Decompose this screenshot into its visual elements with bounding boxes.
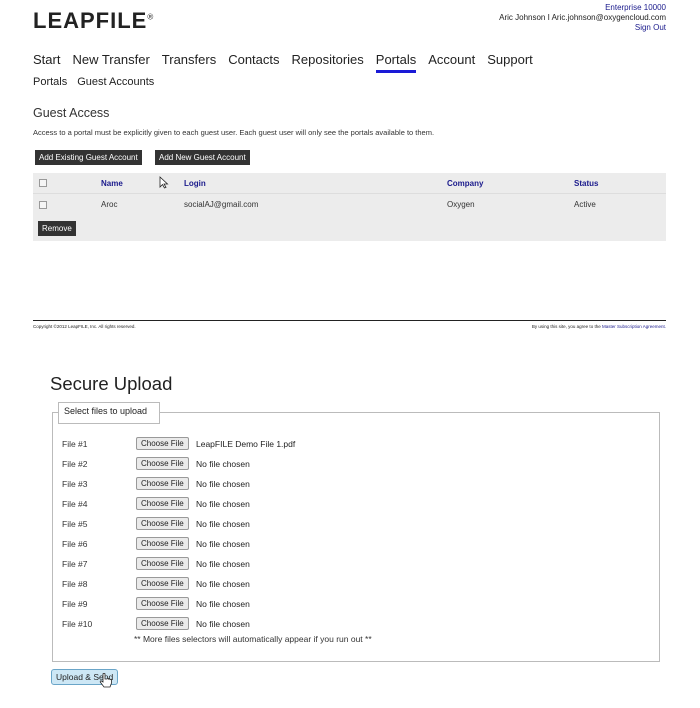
choose-file-button[interactable]: Choose File — [136, 577, 189, 590]
table-header — [33, 173, 666, 194]
row-name: Aroc — [101, 200, 118, 209]
file-status: No file chosen — [196, 559, 250, 569]
choose-file-button[interactable]: Choose File — [136, 477, 189, 490]
main-nav — [33, 52, 545, 67]
upload-send-button[interactable]: Upload & Send — [51, 669, 118, 685]
footer-divider — [33, 320, 666, 321]
guest-access-description: Access to a portal must be explicitly given to each guest user. Each guest user will only see the portals available to them. — [33, 128, 435, 137]
subnav-guest-accounts[interactable]: Guest Accounts — [77, 76, 155, 88]
file-label: File #2 — [62, 459, 88, 469]
nav-repositories[interactable]: Repositories — [291, 52, 364, 67]
choose-file-button[interactable]: Choose File — [136, 517, 189, 530]
select-all-checkbox[interactable] — [39, 179, 47, 187]
footer-copyright: Copyright ©2012 LeapFILE, Inc. All rights reserved. — [33, 324, 136, 329]
hand-pointer-icon — [99, 673, 113, 691]
row-checkbox[interactable] — [39, 201, 47, 209]
footer-terms-text: By using this site, you agree to the — [531, 324, 601, 329]
choose-file-button[interactable]: Choose File — [136, 617, 189, 630]
nav-start[interactable]: Start — [33, 52, 61, 67]
file-status: LeapFILE Demo File 1.pdf — [196, 439, 296, 449]
file-label: File #7 — [62, 559, 88, 569]
more-selectors-note: ** More files selectors will automatically appear if you run out ** — [134, 634, 372, 644]
choose-file-button[interactable]: Choose File — [136, 497, 189, 510]
nav-portals[interactable]: Portals — [375, 52, 417, 67]
header-company[interactable]: Company — [447, 179, 484, 188]
choose-file-button[interactable]: Choose File — [136, 457, 189, 470]
header-status[interactable]: Status — [574, 179, 599, 188]
file-status: No file chosen — [196, 459, 250, 469]
file-status: No file chosen — [196, 539, 250, 549]
remove-button[interactable]: Remove — [38, 221, 76, 236]
file-label: File #10 — [62, 619, 93, 629]
sign-out-link[interactable]: Sign Out — [634, 23, 666, 32]
file-status: No file chosen — [196, 519, 250, 529]
file-status: No file chosen — [196, 619, 250, 629]
nav-support[interactable]: Support — [487, 52, 533, 67]
nav-new-transfer[interactable]: New Transfer — [72, 52, 150, 67]
file-label: File #1 — [62, 439, 88, 449]
choose-file-button[interactable]: Choose File — [136, 557, 189, 570]
mouse-pointer-icon — [159, 176, 169, 189]
file-status: No file chosen — [196, 599, 250, 609]
file-status: No file chosen — [196, 499, 250, 509]
row-status: Active — [574, 200, 596, 209]
file-status: No file chosen — [196, 479, 250, 489]
add-existing-guest-button[interactable]: Add Existing Guest Account — [35, 150, 142, 165]
upload-legend: Select files to upload — [61, 406, 150, 416]
row-login: socialAJ@gmail.com — [184, 200, 259, 209]
file-label: File #6 — [62, 539, 88, 549]
guest-access-title: Guest Access — [33, 106, 110, 120]
choose-file-button[interactable]: Choose File — [136, 597, 189, 610]
account-info — [499, 3, 666, 33]
file-label: File #3 — [62, 479, 88, 489]
leapfile-logo: LEAPFILE® — [33, 8, 155, 33]
file-label: File #8 — [62, 579, 88, 589]
nav-contacts[interactable]: Contacts — [228, 52, 280, 67]
master-subscription-agreement-link[interactable]: Master Subscription Agreement. — [601, 324, 666, 329]
file-status: No file chosen — [196, 579, 250, 589]
plan-name: Enterprise 10000 — [605, 3, 666, 12]
subnav-portals[interactable]: Portals — [33, 76, 68, 88]
file-label: File #5 — [62, 519, 88, 529]
footer-terms — [532, 324, 666, 329]
file-label: File #9 — [62, 599, 88, 609]
guest-accounts-table — [33, 173, 666, 241]
sub-nav — [33, 76, 164, 88]
secure-upload-title: Secure Upload — [50, 373, 173, 394]
header-login[interactable]: Login — [184, 179, 206, 188]
header-name[interactable]: Name — [101, 179, 123, 188]
nav-account[interactable]: Account — [428, 52, 476, 67]
choose-file-button[interactable]: Choose File — [136, 537, 189, 550]
user-name-email: Aric Johnson I Aric.johnson@oxygencloud.com — [499, 13, 666, 22]
choose-file-button[interactable]: Choose File — [136, 437, 189, 450]
nav-transfers[interactable]: Transfers — [161, 52, 217, 67]
add-new-guest-button[interactable]: Add New Guest Account — [155, 150, 250, 165]
row-company: Oxygen — [447, 200, 475, 209]
file-label: File #4 — [62, 499, 88, 509]
